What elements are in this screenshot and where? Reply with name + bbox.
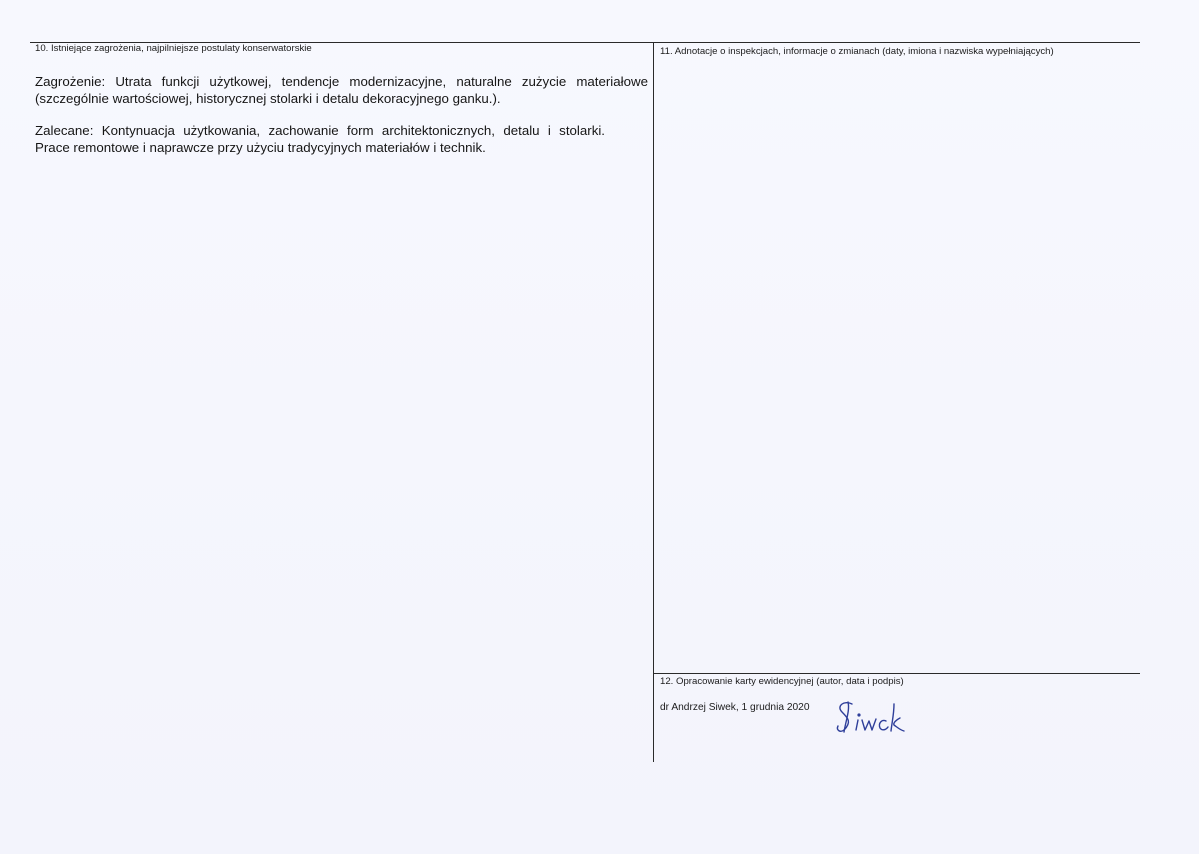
column-divider — [653, 42, 654, 762]
recommendation-line-1: Zalecane: Kontynuacja użytkowania, zachowanie form architektonicznych, detalu i stolarki. — [35, 123, 605, 138]
section10-body — [35, 73, 648, 171]
recommendation-paragraph — [35, 122, 648, 156]
section12-header: 12. Opracowanie karty ewidencyjnej (autor, data i podpis) — [660, 676, 904, 687]
author-date: dr Andrzej Siwek, 1 grudnia 2020 — [660, 702, 810, 713]
section10-header: 10. Istniejące zagrożenia, najpilniejsze postulaty konserwatorskie — [35, 43, 312, 54]
handwritten-signature — [828, 690, 928, 740]
threat-line-1: Zagrożenie: Utrata funkcji użytkowej, tendencje modernizacyjne, naturalne zużycie materiałowe — [35, 74, 648, 89]
recommendation-line-2: Prace remontowe i naprawcze przy użyciu tradycyjnych materiałów i technik. — [35, 140, 486, 155]
threat-line-2: (szczególnie wartościowej, historycznej stolarki i detalu dekoracyjnego ganku.). — [35, 91, 501, 106]
threat-paragraph — [35, 73, 648, 107]
section12-divider — [653, 673, 1140, 674]
section11-header: 11. Adnotacje o inspekcjach, informacje o zmianach (daty, imiona i nazwiska wypełniających) — [660, 46, 1054, 57]
